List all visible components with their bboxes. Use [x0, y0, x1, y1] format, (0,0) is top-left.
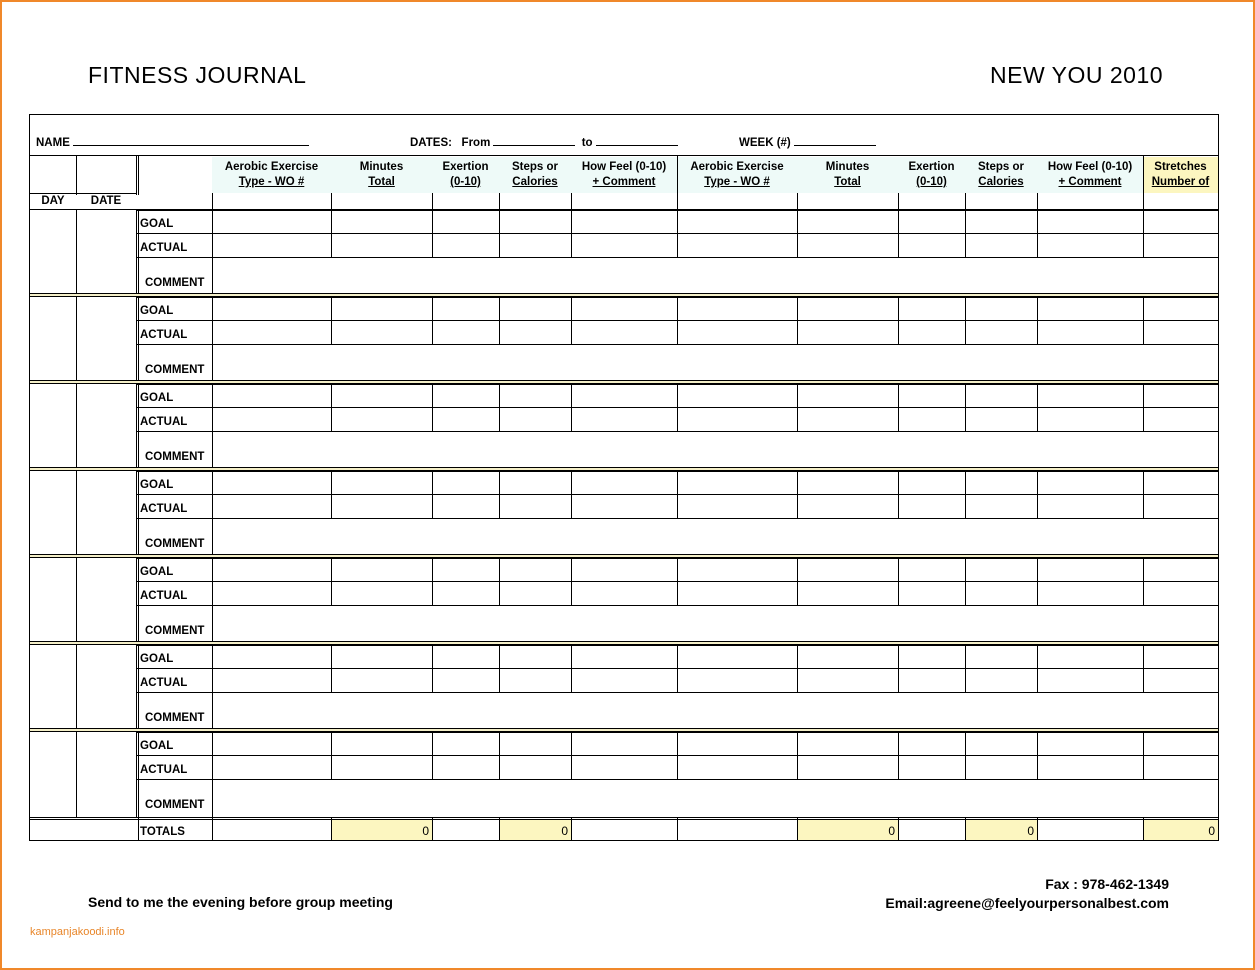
column-header-line2: Total [368, 176, 395, 188]
cell-vline [432, 644, 433, 692]
date-vline2 [138, 644, 139, 730]
cell-vline [1037, 644, 1038, 692]
column-header-4 [499, 157, 571, 193]
cell-vline [677, 644, 678, 692]
cell-vline [212, 557, 213, 605]
cell-vline [898, 644, 899, 692]
dates-field[interactable] [410, 135, 678, 149]
footer-instruction: Send to me the evening before group meeting [88, 894, 393, 910]
comment-label: COMMENT [145, 538, 205, 550]
day-vline [76, 644, 77, 730]
column-header-line2: Total [834, 176, 861, 188]
day-vline [76, 731, 77, 817]
total-cell-8 [899, 820, 965, 840]
header-sub-vline [499, 193, 500, 209]
comment-top-line [136, 344, 1218, 345]
cell-vline [212, 470, 213, 518]
cell-vline [898, 470, 899, 518]
comment-vline [212, 605, 213, 643]
cell-vline [1037, 470, 1038, 518]
cell-vline [331, 731, 332, 779]
cell-vline [965, 731, 966, 779]
day-vline [76, 383, 77, 469]
cell-vline [432, 731, 433, 779]
header-vline-date [136, 155, 137, 195]
cell-vline [898, 209, 899, 257]
cell-vline [1143, 209, 1144, 257]
cell-vline [677, 209, 678, 257]
actual-label: ACTUAL [140, 764, 188, 776]
date-vline [136, 296, 137, 382]
to-label: to [581, 137, 593, 149]
cell-vline [797, 470, 798, 518]
column-header-line1: Steps or [977, 161, 1024, 173]
header-vline-date2 [138, 155, 139, 195]
cell-vline [965, 470, 966, 518]
column-header-line2: Calories [512, 176, 558, 188]
actual-label: ACTUAL [140, 503, 188, 515]
cell-vline [1143, 557, 1144, 605]
column-header-line1: Aerobic Exercise [224, 161, 319, 173]
goal-label: GOAL [140, 653, 174, 665]
cell-vline [212, 296, 213, 344]
date-vline [136, 383, 137, 469]
cell-vline [797, 644, 798, 692]
cell-vline [499, 731, 500, 779]
cell-vline [499, 470, 500, 518]
cell-vline [571, 296, 572, 344]
column-header-line2: Calories [978, 176, 1024, 188]
cell-vline [499, 296, 500, 344]
cell-vline [965, 209, 966, 257]
day-vline [76, 470, 77, 556]
total-cell-1 [213, 820, 331, 840]
header-sub-vline [1143, 193, 1144, 209]
actual-label: ACTUAL [140, 242, 188, 254]
comment-vline [212, 518, 213, 556]
cell-vline [1143, 644, 1144, 692]
column-header-line1: Minutes [359, 161, 404, 173]
cell-vline [212, 383, 213, 431]
total-cell-3 [433, 820, 499, 840]
column-header-line1: Minutes [825, 161, 870, 173]
comment-top-line [136, 779, 1218, 780]
total-cell-4: 0 [500, 820, 571, 840]
total-cell-9: 0 [966, 820, 1037, 840]
header-vline-mid [677, 155, 678, 193]
cell-vline [965, 383, 966, 431]
cell-vline [1143, 383, 1144, 431]
goal-label: GOAL [140, 218, 174, 230]
comment-top-line [136, 692, 1218, 693]
cell-vline [499, 644, 500, 692]
cell-vline [1037, 383, 1038, 431]
cell-vline [432, 296, 433, 344]
column-header-5 [571, 157, 677, 193]
cell-vline [898, 383, 899, 431]
cell-vline [677, 296, 678, 344]
date-vline [136, 557, 137, 643]
goal-label: GOAL [140, 479, 174, 491]
cell-vline [432, 383, 433, 431]
date-label: DATE [90, 195, 122, 207]
total-cell-10 [1038, 820, 1143, 840]
actual-label: ACTUAL [140, 677, 188, 689]
column-header-line1: Exertion [908, 161, 955, 173]
cell-vline [677, 557, 678, 605]
cell-vline [571, 470, 572, 518]
total-cell-11: 0 [1144, 820, 1218, 840]
date-vline2 [138, 557, 139, 643]
cell-vline [571, 644, 572, 692]
cell-vline [331, 644, 332, 692]
cell-vline [898, 731, 899, 779]
cell-vline [1037, 557, 1038, 605]
cell-vline [571, 383, 572, 431]
column-header-1 [212, 157, 331, 193]
cell-vline [331, 209, 332, 257]
column-header-7 [797, 157, 898, 193]
cell-vline [499, 557, 500, 605]
cell-vline [432, 557, 433, 605]
totals-top-line [30, 817, 1218, 818]
day-vline [76, 557, 77, 643]
cell-vline [797, 296, 798, 344]
comment-vline [212, 344, 213, 382]
cell-vline [1037, 296, 1038, 344]
cell-vline [212, 731, 213, 779]
date-vline [136, 731, 137, 817]
cell-vline [965, 644, 966, 692]
column-header-line1: Steps or [511, 161, 558, 173]
comment-label: COMMENT [145, 451, 205, 463]
journal-title: FITNESS JOURNAL [88, 62, 307, 88]
cell-vline [1143, 470, 1144, 518]
dates-label: DATES: [410, 137, 452, 149]
column-header-line1: How Feel (0-10) [1047, 161, 1133, 173]
actual-label: ACTUAL [140, 416, 188, 428]
date-vline [136, 470, 137, 556]
header-sub-vline [331, 193, 332, 209]
actual-label: ACTUAL [140, 590, 188, 602]
name-label: NAME [36, 137, 70, 149]
goal-label: GOAL [140, 305, 174, 317]
column-header-line2: Type - WO # [238, 176, 305, 188]
header-sub-vline [1037, 193, 1038, 209]
week-field[interactable] [739, 135, 876, 149]
date-vline [136, 644, 137, 730]
header-top-line [30, 155, 1218, 156]
journal-table [29, 114, 1219, 841]
date-vline [136, 209, 137, 295]
cell-vline [212, 644, 213, 692]
column-header-line1: Exertion [442, 161, 489, 173]
cell-vline [331, 557, 332, 605]
cell-vline [499, 209, 500, 257]
comment-top-line [136, 605, 1218, 606]
comment-label: COMMENT [145, 712, 205, 724]
cell-vline [677, 383, 678, 431]
cell-vline [499, 383, 500, 431]
cell-vline [571, 731, 572, 779]
comment-vline [212, 692, 213, 730]
column-header-line1: Stretches [1154, 161, 1207, 173]
cell-vline [331, 296, 332, 344]
header-sub-vline [965, 193, 966, 209]
comment-label: COMMENT [145, 799, 205, 811]
header-sub-vline [432, 193, 433, 209]
cell-vline [677, 731, 678, 779]
column-header-10 [1037, 157, 1143, 193]
week-label: WEEK (#) [739, 137, 791, 149]
cell-vline [331, 470, 332, 518]
footer-email: Email:agreene@feelyourpersonalbest.com [885, 895, 1169, 911]
total-cell-7: 0 [798, 820, 898, 840]
cell-vline [331, 383, 332, 431]
day-vline [76, 209, 77, 295]
date-vline2 [138, 209, 139, 295]
comment-top-line [136, 431, 1218, 432]
day-vline [76, 296, 77, 382]
cell-vline [965, 296, 966, 344]
cell-vline [797, 383, 798, 431]
cell-vline [965, 557, 966, 605]
column-header-2 [331, 157, 432, 193]
cell-vline [797, 731, 798, 779]
column-header-line2: (0-10) [916, 176, 947, 188]
cell-vline [212, 209, 213, 257]
comment-top-line [136, 257, 1218, 258]
cell-vline [571, 557, 572, 605]
column-header-line1: Aerobic Exercise [690, 161, 784, 173]
comment-vline [212, 257, 213, 295]
date-vline2 [138, 383, 139, 469]
header-sub-vline [898, 193, 899, 209]
column-header-line1: How Feel (0-10) [581, 161, 667, 173]
column-header-11 [1143, 157, 1218, 193]
goal-label: GOAL [140, 566, 174, 578]
cell-vline [571, 209, 572, 257]
cell-vline [797, 209, 798, 257]
cell-vline [1143, 296, 1144, 344]
total-cell-2: 0 [332, 820, 432, 840]
cell-vline [797, 557, 798, 605]
totals-label: TOTALS [140, 826, 185, 838]
comment-label: COMMENT [145, 364, 205, 376]
column-header-3 [432, 157, 499, 193]
header-vline-day [76, 155, 77, 195]
goal-label: GOAL [140, 392, 174, 404]
comment-vline [212, 431, 213, 469]
watermark: kampanjakoodi.info [30, 926, 125, 938]
from-label: From [461, 137, 491, 149]
header-vline-stretch [1143, 155, 1144, 193]
date-vline2 [138, 731, 139, 817]
cell-vline [1037, 731, 1038, 779]
name-field[interactable] [36, 135, 309, 149]
cell-vline [677, 470, 678, 518]
cell-vline [432, 209, 433, 257]
header-sub-vline [212, 193, 213, 209]
column-header-8 [898, 157, 965, 193]
day-label: DAY [41, 195, 65, 207]
comment-label: COMMENT [145, 625, 205, 637]
cell-vline [432, 470, 433, 518]
comment-vline [212, 779, 213, 817]
comment-top-line [136, 518, 1218, 519]
actual-label: ACTUAL [140, 329, 188, 341]
column-header-line2: Number of [1151, 176, 1210, 188]
header-sub-vline [677, 193, 678, 209]
total-cell-5 [572, 820, 677, 840]
journal-subtitle: NEW YOU 2010 [990, 62, 1164, 88]
cell-vline [1143, 731, 1144, 779]
header-day-line [30, 193, 136, 194]
date-vline2 [138, 470, 139, 556]
comment-label: COMMENT [145, 277, 205, 289]
date-vline2 [138, 296, 139, 382]
footer-fax: Fax : 978-462-1349 [1045, 876, 1169, 892]
cell-vline [898, 296, 899, 344]
goal-label: GOAL [140, 740, 174, 752]
header-sub-vline [571, 193, 572, 209]
column-header-line2: (0-10) [450, 176, 481, 188]
column-header-line2: + Comment [1058, 176, 1122, 188]
column-header-6 [677, 157, 797, 193]
column-header-line2: + Comment [592, 176, 656, 188]
cell-vline [898, 557, 899, 605]
header-sub-vline [797, 193, 798, 209]
column-header-9 [965, 157, 1037, 193]
cell-vline [1037, 209, 1038, 257]
total-cell-6 [678, 820, 797, 840]
column-header-line2: Type - WO # [704, 176, 770, 188]
totals-vline-label [138, 817, 139, 841]
